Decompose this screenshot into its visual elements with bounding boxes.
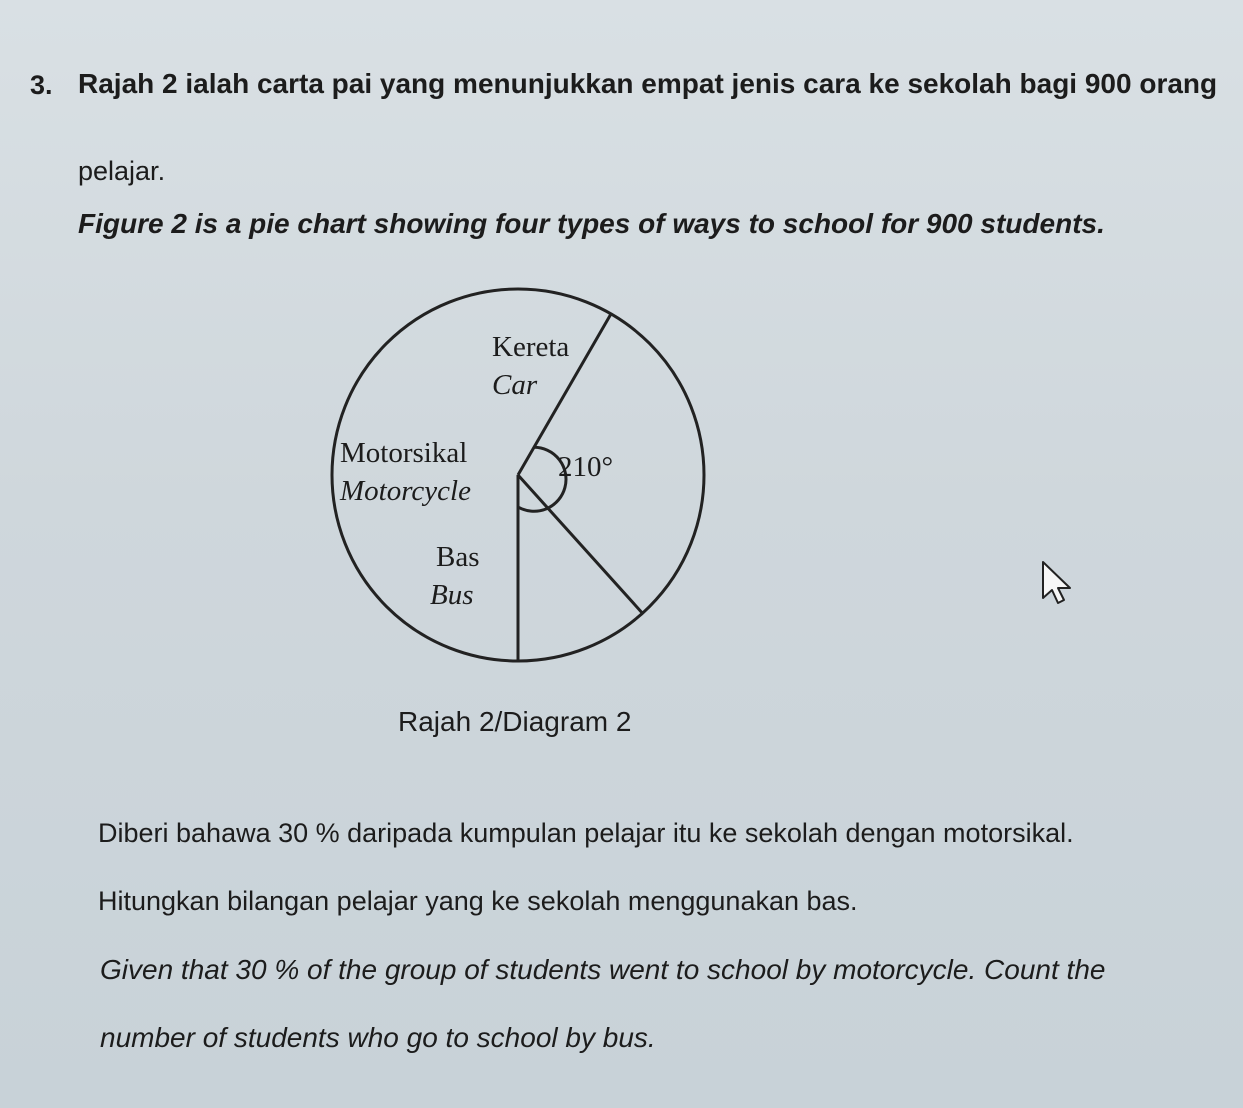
question-text-malay: Rajah 2 ialah carta pai yang menunjukkan empat jenis cara ke sekolah bagi 900 orang — [78, 68, 1218, 99]
given-text-malay-1: Diberi bahawa 30 % daripada kumpulan pelajar itu ke sekolah dengan motorsikal. — [98, 818, 1074, 848]
question-text-english: Figure 2 is a pie chart showing four types of ways to school for 900 students. — [78, 208, 1105, 239]
label-motorcycle-english: Motorcycle — [340, 475, 471, 507]
given-text-malay-2: Hitungkan bilangan pelajar yang ke sekolah menggunakan bas. — [98, 886, 858, 916]
label-bus-malay: Bas — [436, 541, 480, 573]
label-car-english: Car — [492, 369, 538, 401]
label-bus-english: Bus — [430, 579, 474, 611]
given-text-english-2: number of students who go to school by bus. — [100, 1022, 656, 1053]
mouse-pointer-icon — [1040, 560, 1074, 606]
diagram-caption: Rajah 2/Diagram 2 — [398, 706, 632, 737]
given-text-english-1: Given that 30 % of the group of students went to school by motorcycle. Count the — [100, 954, 1106, 985]
label-angle-210: 210° — [558, 451, 614, 483]
pie-chart — [320, 280, 720, 680]
pie-radius-motorcycle-bus — [518, 475, 642, 613]
label-car-malay: Kereta — [492, 331, 570, 363]
question-number: 3. — [30, 70, 53, 100]
question-text-malay-cont: pelajar. — [78, 156, 166, 186]
label-motorcycle-malay: Motorsikal — [340, 437, 468, 469]
